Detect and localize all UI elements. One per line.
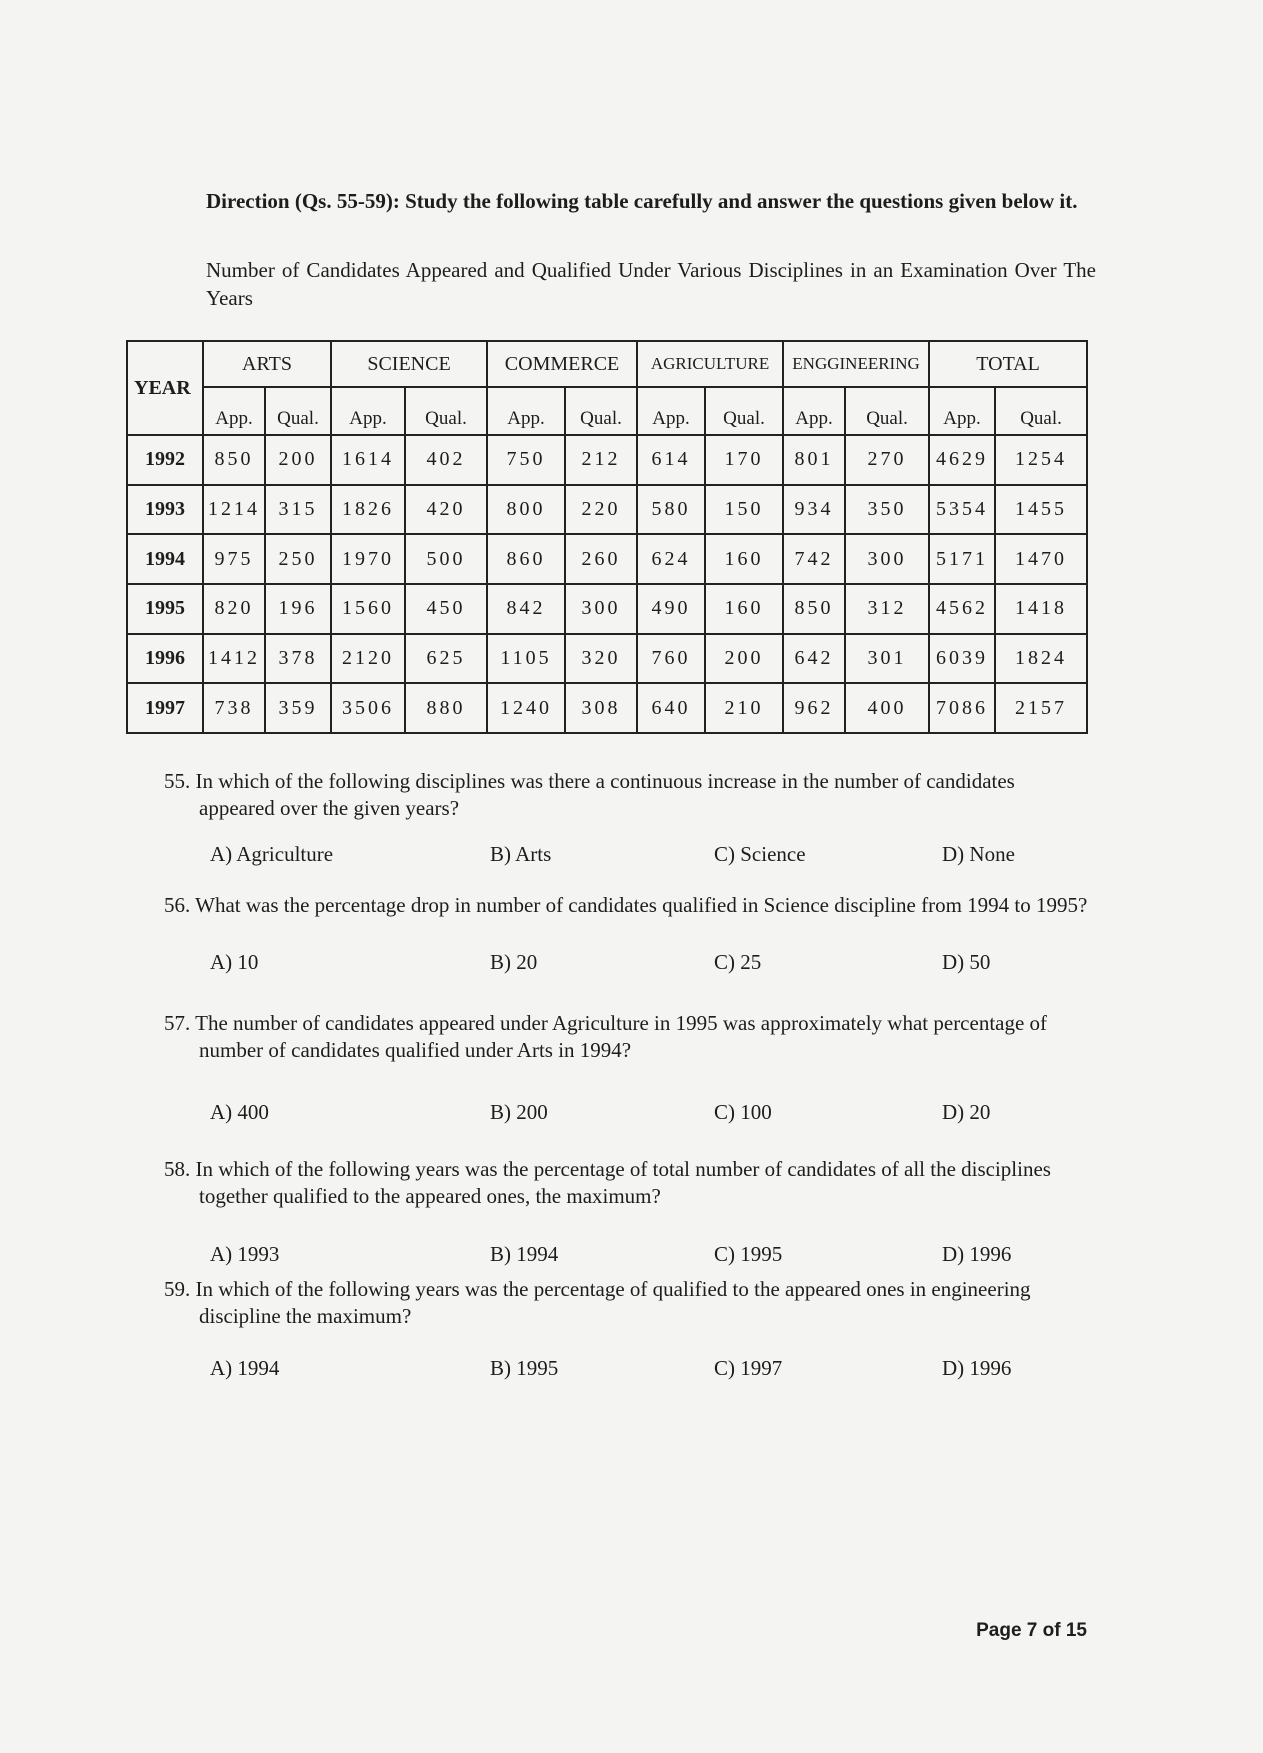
value-cell: 300	[565, 584, 637, 634]
value-cell: 580	[637, 485, 705, 535]
value-cell: 1214	[203, 485, 265, 535]
qualified-header: Qual.	[265, 387, 331, 435]
group-header-arts: ARTS	[203, 341, 331, 387]
group-header-agriculture: AGRICULTURE	[637, 341, 783, 387]
question-57	[164, 1010, 1094, 1064]
answer-option-a[interactable]: A) Agriculture	[210, 842, 334, 866]
value-cell: 1614	[331, 435, 405, 485]
value-cell: 359	[265, 683, 331, 733]
group-header-engineering: ENGGINEERING	[783, 341, 929, 387]
value-cell: 742	[783, 534, 845, 584]
value-cell: 160	[705, 584, 783, 634]
year-cell: 1995	[127, 584, 203, 634]
value-cell: 962	[783, 683, 845, 733]
qualified-header: Qual.	[995, 387, 1087, 435]
table-row	[127, 584, 1087, 634]
question-56	[164, 892, 1094, 919]
value-cell: 820	[203, 584, 265, 634]
value-cell: 220	[565, 485, 637, 535]
table-caption: Number of Candidates Appeared and Qualified Under Various Disciplines in an Examination Over The Years	[206, 258, 1096, 310]
value-cell: 625	[405, 634, 487, 684]
value-cell: 1254	[995, 435, 1087, 485]
value-cell: 1105	[487, 634, 565, 684]
question-text: 59. In which of the following years was the percentage of qualified to the appeared ones in engineering discipline the maximum?	[164, 1277, 1031, 1328]
value-cell: 1240	[487, 683, 565, 733]
value-cell: 850	[783, 584, 845, 634]
answer-options	[210, 1242, 1080, 1270]
appeared-header: App.	[929, 387, 995, 435]
group-header-total: TOTAL	[929, 341, 1087, 387]
candidates-table	[126, 340, 1088, 734]
value-cell: 6039	[929, 634, 995, 684]
value-cell: 320	[565, 634, 637, 684]
value-cell: 5171	[929, 534, 995, 584]
answer-option-a[interactable]: A) 1993	[210, 1242, 280, 1266]
value-cell: 860	[487, 534, 565, 584]
value-cell: 7086	[929, 683, 995, 733]
value-cell: 300	[845, 534, 929, 584]
value-cell: 738	[203, 683, 265, 733]
value-cell: 1470	[995, 534, 1087, 584]
table-row	[127, 435, 1087, 485]
value-cell: 4562	[929, 584, 995, 634]
value-cell: 301	[845, 634, 929, 684]
qualified-header: Qual.	[845, 387, 929, 435]
value-cell: 975	[203, 534, 265, 584]
answer-option-a[interactable]: A) 400	[210, 1100, 269, 1124]
answer-option-d[interactable]: D) None	[942, 842, 1015, 866]
value-cell: 842	[487, 584, 565, 634]
appeared-header: App.	[203, 387, 265, 435]
value-cell: 4629	[929, 435, 995, 485]
value-cell: 1970	[331, 534, 405, 584]
value-cell: 196	[265, 584, 331, 634]
appeared-header: App.	[783, 387, 845, 435]
value-cell: 400	[845, 683, 929, 733]
answer-option-d[interactable]: D) 50	[942, 950, 991, 974]
answer-options	[210, 1100, 1080, 1128]
value-cell: 640	[637, 683, 705, 733]
value-cell: 850	[203, 435, 265, 485]
question-text: 58. In which of the following years was the percentage of total number of candidates of all the disciplines together qualified to the appeared ones, the maximum?	[164, 1157, 1051, 1208]
value-cell: 1824	[995, 634, 1087, 684]
value-cell: 801	[783, 435, 845, 485]
year-cell: 1996	[127, 634, 203, 684]
value-cell: 1455	[995, 485, 1087, 535]
value-cell: 270	[845, 435, 929, 485]
appeared-header: App.	[331, 387, 405, 435]
value-cell: 1560	[331, 584, 405, 634]
question-text: 56. What was the percentage drop in number of candidates qualified in Science discipline from 1994 to 1995?	[164, 893, 1088, 917]
value-cell: 200	[705, 634, 783, 684]
value-cell: 250	[265, 534, 331, 584]
value-cell: 760	[637, 634, 705, 684]
qualified-header: Qual.	[705, 387, 783, 435]
answer-option-b[interactable]: B) 20	[490, 950, 538, 974]
value-cell: 2157	[995, 683, 1087, 733]
value-cell: 500	[405, 534, 487, 584]
group-header-commerce: COMMERCE	[487, 341, 637, 387]
value-cell: 1418	[995, 584, 1087, 634]
value-cell: 150	[705, 485, 783, 535]
value-cell: 350	[845, 485, 929, 535]
value-cell: 212	[565, 435, 637, 485]
question-55	[164, 768, 1094, 822]
value-cell: 1826	[331, 485, 405, 535]
answer-option-b[interactable]: B) 1995	[490, 1356, 559, 1380]
answer-option-d[interactable]: D) 1996	[942, 1356, 1012, 1380]
value-cell: 934	[783, 485, 845, 535]
answer-option-d[interactable]: D) 1996	[942, 1242, 1012, 1266]
value-cell: 312	[845, 584, 929, 634]
value-cell: 450	[405, 584, 487, 634]
value-cell: 378	[265, 634, 331, 684]
answer-option-c[interactable]: C) Science	[714, 842, 806, 866]
value-cell: 402	[405, 435, 487, 485]
appeared-header: App.	[637, 387, 705, 435]
answer-option-b[interactable]: B) 200	[490, 1100, 548, 1124]
value-cell: 800	[487, 485, 565, 535]
answer-option-d[interactable]: D) 20	[942, 1100, 991, 1124]
table-row	[127, 485, 1087, 535]
value-cell: 160	[705, 534, 783, 584]
year-header: YEAR	[127, 341, 203, 435]
question-59	[164, 1276, 1094, 1330]
value-cell: 1412	[203, 634, 265, 684]
year-cell: 1994	[127, 534, 203, 584]
table-row	[127, 683, 1087, 733]
table-row	[127, 634, 1087, 684]
answer-option-b[interactable]: B) Arts	[490, 842, 552, 866]
value-cell: 2120	[331, 634, 405, 684]
value-cell: 624	[637, 534, 705, 584]
direction-heading: Direction (Qs. 55-59): Study the following table carefully and answer the questions given below it.	[206, 189, 1078, 213]
value-cell: 750	[487, 435, 565, 485]
value-cell: 614	[637, 435, 705, 485]
answer-option-c[interactable]: C) 100	[714, 1100, 772, 1124]
value-cell: 170	[705, 435, 783, 485]
value-cell: 315	[265, 485, 331, 535]
value-cell: 420	[405, 485, 487, 535]
group-header-science: SCIENCE	[331, 341, 487, 387]
answer-option-c[interactable]: C) 1997	[714, 1356, 783, 1380]
answer-option-b[interactable]: B) 1994	[490, 1242, 559, 1266]
question-text: 55. In which of the following disciplines was there a continuous increase in the number of candidates appeared over the given years?	[164, 769, 1015, 820]
appeared-header: App.	[487, 387, 565, 435]
value-cell: 642	[783, 634, 845, 684]
qualified-header: Qual.	[405, 387, 487, 435]
answer-option-c[interactable]: C) 1995	[714, 1242, 783, 1266]
answer-options	[210, 1356, 1080, 1384]
qualified-header: Qual.	[565, 387, 637, 435]
value-cell: 880	[405, 683, 487, 733]
answer-option-c[interactable]: C) 25	[714, 950, 762, 974]
year-cell: 1997	[127, 683, 203, 733]
value-cell: 308	[565, 683, 637, 733]
answer-options	[210, 842, 1080, 870]
value-cell: 210	[705, 683, 783, 733]
question-text: 57. The number of candidates appeared under Agriculture in 1995 was approximately what percentage of number of candidates qualified under Arts in 1994?	[164, 1011, 1048, 1062]
answer-option-a[interactable]: A) 10	[210, 950, 259, 974]
year-cell: 1992	[127, 435, 203, 485]
value-cell: 3506	[331, 683, 405, 733]
answer-options	[210, 950, 1080, 978]
year-cell: 1993	[127, 485, 203, 535]
value-cell: 490	[637, 584, 705, 634]
answer-option-a[interactable]: A) 1994	[210, 1356, 280, 1380]
value-cell: 260	[565, 534, 637, 584]
table-row	[127, 534, 1087, 584]
value-cell: 200	[265, 435, 331, 485]
value-cell: 5354	[929, 485, 995, 535]
question-58	[164, 1156, 1094, 1210]
page-number: Page 7 of 15	[976, 1620, 1087, 1641]
